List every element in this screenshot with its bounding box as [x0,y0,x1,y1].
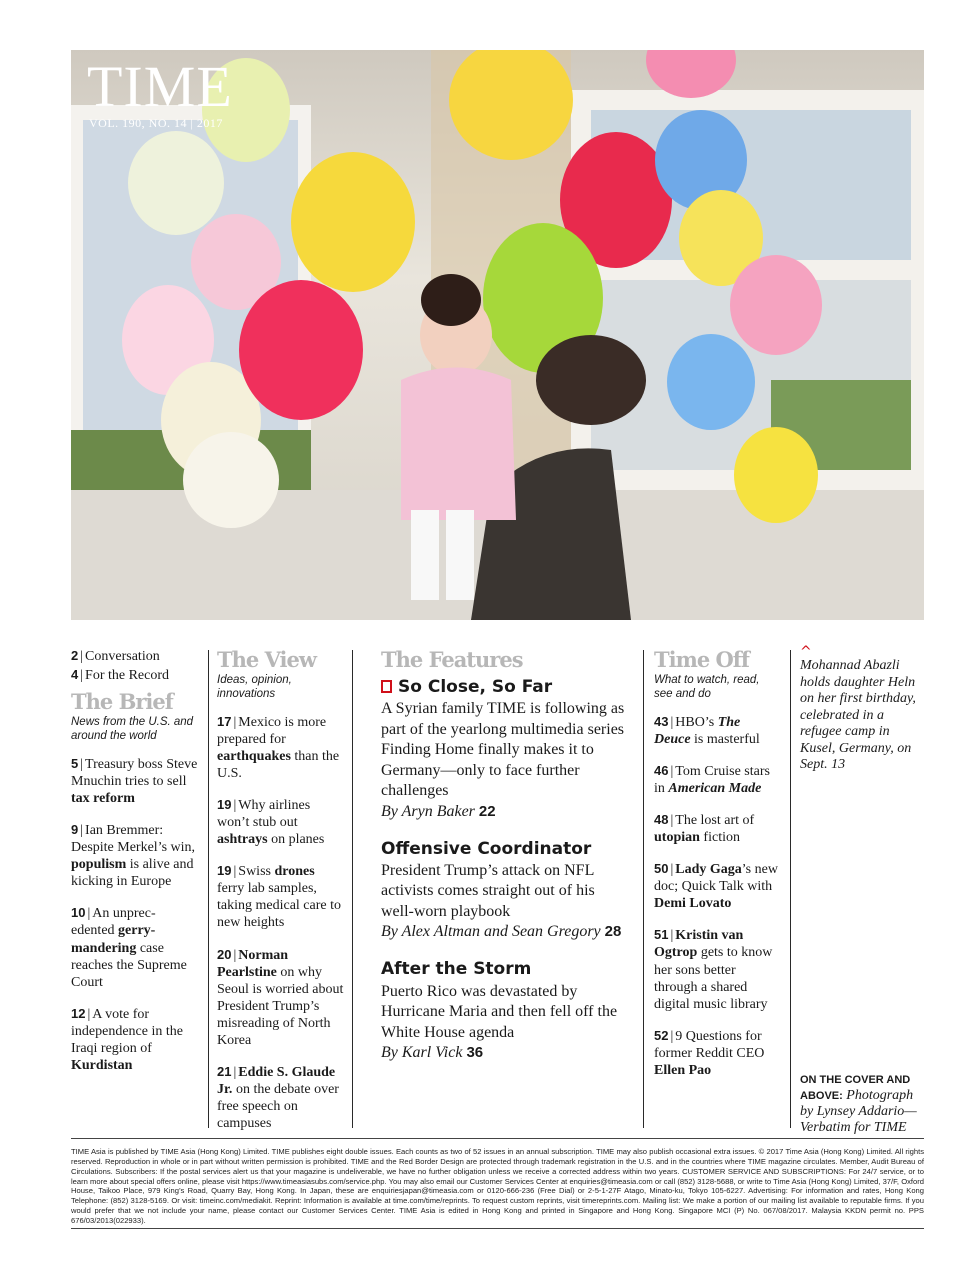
column-divider [790,650,791,1128]
cover-credit-label: ON THE COVER AND ABOVE: [800,1074,911,1103]
toc-entry[interactable]: 46 | Tom Cruise stars in American Made [654,762,770,796]
toc-entry[interactable]: 50 | Lady Gaga’s new doc; Quick Talk with Demi Lovato [654,861,778,912]
publisher-footer: TIME Asia is published by TIME Asia (Hong Kong) Limited. TIME publishes eight double issues. Each counts as two of 52 issues in an annual subscription. TIME may also publish occasional extra issues. © 2017 Time Asia (Hong Kong) Limited. All rights reserved. Reproduction in whole or in part without written permission is prohibited. TIME and the Red Border Design are protected through trademark registration in the U.S. and in the countries where TIME magazine circulates. Member, Audit Bureau of Circulations. Subscribers: If the postal services alert us that your magazine is undeliverable, we have no further obligation unless we receive a corrected address within two years. CUSTOMER SERVICE AND SUBSCRIPTIONS: For 24/7 service, or to learn more about special offers online, please visit https://www.timeasiasubs.com/service.php. You may also email our Customer Services Center at enquiries@timeasia.com or call (852) 3128-5688, or write to Time Asia (Hong Kong) Limited, 37/F, Oxford House, Taikoo Place, 979 King’s Road, Quarry Bay, Hong Kong. In Japan, these are enquiriesjapan@timeasia.com or 0120-666-236 (Free Dial) or 2-5-1-27F Atago, Minato-ku, Tokyo 105-6227. Advertising: For information and rates, Hong Kong Telephone: (852) 3128-5169. Or visit: timeinc.com/mediakit. Reprint: Information is available at time.com/time/reprints. To request custom reprints, visit timereprints.com. Mailing list: We make a portion of our mailing list available to reputable firms. If you would prefer that we not include your name, please contact our Customer Services Center. TIME Asia is edited in Hong Kong and printed in Singapore and Hong Kong. Singapore MCI (P) No. 067/08/2017. Malaysia KKDN permit no. PPS 676/03/2013(022933). [71,1147,924,1226]
masthead-logo: TIME [87,54,233,119]
toc-entry[interactable]: 52 | 9 Questions for former Reddit CEO Ellen Pao [654,1027,765,1078]
toc-entry[interactable]: 48 | The lost art of utopian fiction [654,812,755,846]
section-heading-features: The Features [381,647,523,672]
column-divider [208,650,209,1128]
toc-entry[interactable]: 43 | HBO’s The Deuce is masterful [654,713,760,747]
cover-credit [800,1072,926,1136]
feature-entry[interactable]: So Close, So Far A Syrian family TIME is following as part of the yearlong multimedia series Finding Home finally makes it to Germany—only to face further challenges By Aryn Baker 22 [381,677,625,820]
time-off-column [654,648,780,1094]
caption-text: Mohannad Abazli holds daughter Heln on her first birthday, celebrated in a refugee camp in Kusel, Germany, on Sept. 13 [800,658,916,773]
toc-entry[interactable]: 5 | Treasury boss Steve Mnuchin tries to sell tax reform [71,755,198,806]
cover-photo [71,50,924,620]
toc-entry[interactable]: 19 | Why airlines won’t stub out ashtrays on planes [217,797,325,848]
section-heading-view: The View [217,647,316,672]
section-heading-time-off: Time Off [654,647,749,672]
view-column [217,648,345,1147]
toc-entry[interactable]: 2 | Conversation [71,648,160,664]
column-divider [643,650,644,1128]
cover-credit-text: Photograph by Lynsey Addario—Verbatim for TIME [800,1088,917,1136]
divider [71,1228,924,1229]
divider [71,1138,924,1139]
toc-entry[interactable]: 10 | An unprec-edented gerry-mandering case reaches the Supreme Court [71,905,187,990]
toc-entry[interactable]: 9 | Ian Bremmer: Despite Merkel’s win, populism is alive and kicking in Europe [71,822,196,890]
section-heading-brief: The Brief [71,689,173,715]
photo-caption [800,644,926,774]
toc-entry[interactable]: 12 | A vote for independence in the Iraqi region of Kurdistan [71,1005,183,1074]
toc-entry[interactable]: 19 | Swiss drones ferry lab samples, taking medical care to new heights [217,863,341,931]
photo-illustration [71,50,924,620]
red-box-icon [381,680,392,693]
section-subheading: News from the U.S. and around the world [71,716,194,743]
toc-entry[interactable]: 17 | Mexico is more prepared for earthquakes than the U.S. [217,713,340,781]
column-divider [352,650,353,1128]
feature-entry[interactable]: After the Storm Puerto Rico was devastated by Hurricane Maria and then fell off the White House agenda By Karl Vick 36 [381,959,618,1062]
volume-info: VOL. 190, NO. 14 | 2017 [89,116,223,130]
feature-entry[interactable]: Offensive Coordinator President Trump’s attack on NFL activists comes straight out of his well-worn playbook By Alex Altman and Sean Gregory 28 [381,838,622,941]
section-subheading: Ideas, opinion, innovations [217,674,292,700]
toc-entry[interactable]: 51 | Kristin van Ogtrop gets to know her sons better through a shared digital music library [654,927,773,1012]
features-column [381,648,631,1080]
section-subheading: What to watch, read, see and do [654,674,760,700]
toc-entry[interactable]: 21 | Eddie S. Glaude Jr. on the debate over free speech on campuses [217,1064,339,1132]
brief-column [71,648,199,1089]
caret-up-icon: ^ [800,644,812,660]
toc-entry[interactable]: 20 | Norman Pearlstine on why Seoul is worried about President Trump’s misreading of North Korea [217,946,344,1048]
toc-entry[interactable]: 4 | For the Record [71,667,170,684]
